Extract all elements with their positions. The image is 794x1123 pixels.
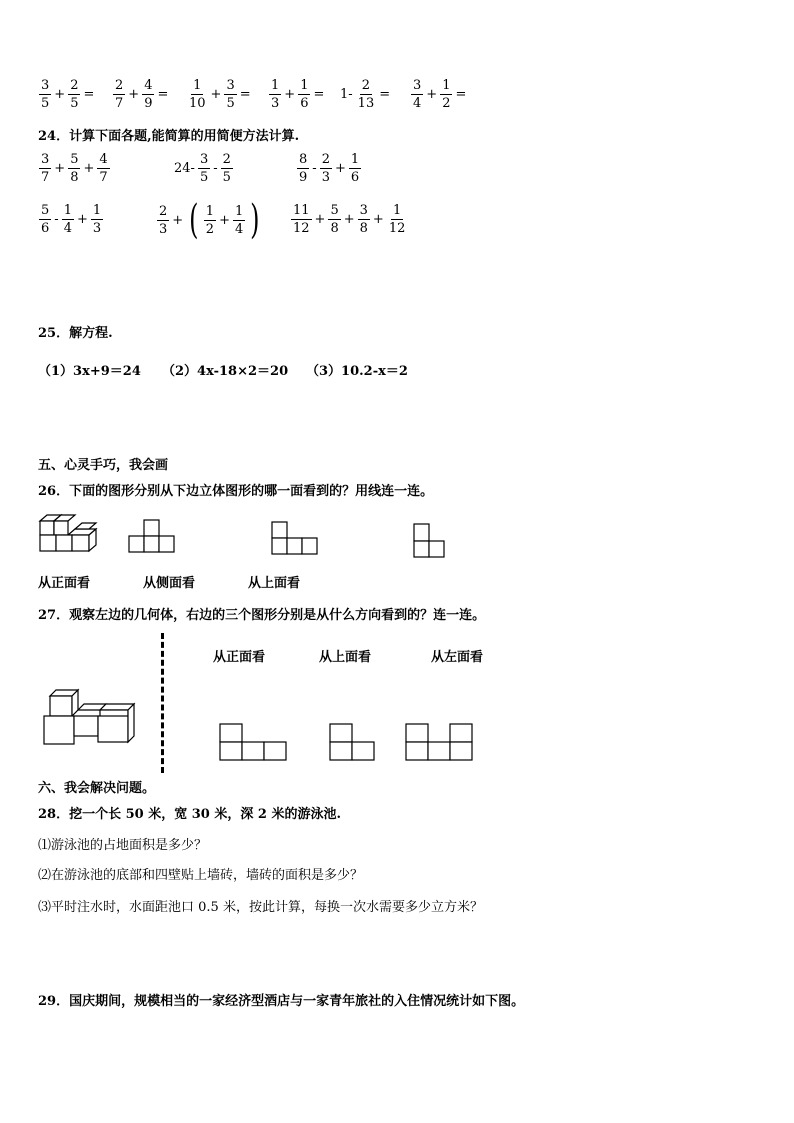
fraction: [224, 78, 236, 111]
numerator: 3: [226, 78, 235, 93]
q27-view-top: [329, 723, 377, 763]
q26-title: 26．下面的图形分别从下边立体图形的哪一面看到的？用线连一连。: [38, 484, 434, 499]
denominator: 8: [330, 221, 339, 236]
numerator: 2: [159, 203, 168, 219]
operator: 1-: [340, 87, 353, 102]
operator: -: [54, 212, 59, 227]
denominator: 2: [442, 96, 451, 111]
numerator: 1: [300, 78, 309, 93]
fraction: [39, 152, 51, 185]
q24-expression: [38, 152, 111, 185]
q25-title: 25．解方程.: [38, 326, 113, 341]
q28-part-3: ⑶平时注水时，水面距池口 0.5 米，按此计算，每换一次水需要多少立方米？: [38, 900, 483, 915]
numerator: 2: [361, 78, 371, 93]
operator: +: [426, 87, 438, 102]
operator: +: [128, 87, 140, 102]
denominator: 7: [41, 170, 50, 185]
numerator: 3: [41, 78, 50, 93]
fraction: [387, 203, 408, 236]
denominator: 7: [115, 96, 124, 111]
fraction: [39, 203, 51, 236]
section-6-heading: 六、我会解决问题。: [38, 781, 156, 796]
fraction: [291, 203, 312, 236]
q29-title: 29．国庆期间，规模相当的一家经济型酒店与一家青年旅社的入住情况统计如下图。: [38, 994, 525, 1009]
section-5-heading: 五、心灵手巧，我会画: [38, 458, 169, 473]
left-paren: (: [189, 197, 199, 243]
numerator: 3: [413, 78, 422, 93]
equals-sign: =: [83, 87, 95, 102]
denominator: 9: [144, 96, 153, 111]
q27-head-left: 从左面看: [431, 650, 484, 665]
denominator: 5: [70, 96, 79, 111]
q28-title: 28．挖一个长 50 米，宽 30 米，深 2 米的游泳池.: [38, 807, 341, 822]
q27-solid-figure: [42, 688, 142, 746]
fraction: [91, 203, 103, 236]
equals-sign: =: [239, 87, 251, 102]
q24-expression: [296, 152, 362, 185]
equals-sign: =: [157, 87, 169, 102]
numerator: 3: [359, 203, 368, 218]
fraction: [356, 78, 377, 111]
denominator: 5: [226, 96, 235, 111]
numerator: 1: [92, 203, 102, 218]
q24-expression: [156, 197, 264, 243]
fraction: [233, 204, 245, 237]
q27-view-left: [405, 723, 475, 763]
numerator: 1: [392, 203, 402, 218]
fraction: [204, 204, 216, 237]
operator: +: [76, 212, 88, 227]
numerator: 11: [293, 203, 310, 218]
denominator: 6: [41, 221, 50, 236]
q27-title: 27．观察左边的几何体，右边的三个图形分别是从什么方向看到的？连一连。: [38, 608, 486, 623]
fraction: [440, 78, 452, 111]
equals-sign: =: [379, 87, 391, 102]
q26-view-c: [414, 523, 448, 559]
numerator: 3: [41, 152, 50, 167]
equals-sign: =: [455, 87, 467, 102]
numerator: 1: [63, 203, 72, 218]
denominator: 3: [92, 221, 102, 236]
fraction: [221, 152, 233, 185]
denominator: 3: [271, 96, 280, 111]
fraction-expression: [112, 78, 170, 111]
numerator: 5: [330, 203, 339, 218]
operator: -: [312, 161, 317, 176]
denominator: 10: [189, 96, 206, 111]
operator: +: [343, 212, 355, 227]
denominator: 12: [293, 221, 310, 236]
fraction: [269, 78, 281, 111]
q26-label-front: 从正面看: [38, 576, 91, 591]
denominator: 9: [299, 170, 308, 185]
fraction-expression: [268, 78, 326, 111]
fraction: [297, 152, 309, 185]
q24-expression: [38, 203, 104, 236]
operator: +: [334, 161, 346, 176]
q27-head-front: 从正面看: [213, 650, 266, 665]
operator: +: [210, 87, 222, 102]
numerator: 1: [271, 78, 280, 93]
numerator: 2: [222, 152, 231, 167]
fraction: [157, 204, 169, 237]
fraction: [113, 78, 125, 111]
fraction: [411, 78, 423, 111]
denominator: 2: [205, 221, 215, 237]
fraction-expression: [410, 78, 468, 111]
right-paren: ): [250, 197, 260, 243]
fraction: [187, 78, 208, 111]
numerator: 2: [321, 152, 330, 167]
operator: +: [54, 87, 66, 102]
q25-equation-1: （1）3x+9＝24: [38, 364, 141, 379]
q26-solid-figure: [38, 512, 100, 554]
operator: +: [372, 212, 384, 227]
numerator: 1: [350, 152, 360, 167]
fraction: [358, 203, 370, 236]
denominator: 5: [41, 96, 50, 111]
q26-label-top: 从上面看: [248, 576, 301, 591]
denominator: 7: [99, 170, 108, 185]
denominator: 3: [159, 221, 168, 237]
numerator: 5: [41, 203, 50, 218]
denominator: 6: [350, 170, 360, 185]
denominator: 8: [70, 170, 79, 185]
denominator: 4: [63, 221, 72, 236]
numerator: 1: [442, 78, 451, 93]
fraction-expression: [186, 78, 253, 111]
q27-head-top: 从上面看: [319, 650, 372, 665]
denominator: 12: [388, 221, 406, 236]
q27-divider: [161, 633, 164, 773]
numerator: 1: [193, 78, 202, 93]
numerator: 3: [199, 152, 209, 167]
q24-title: 24．计算下面各题,能简算的用简便方法计算.: [38, 129, 300, 144]
fraction-expression: [38, 78, 96, 111]
q26-label-side: 从侧面看: [143, 576, 196, 591]
denominator: 6: [300, 96, 309, 111]
fraction: [97, 152, 109, 185]
fraction: [198, 152, 210, 185]
q24-expression: [172, 152, 234, 185]
fraction: [142, 78, 154, 111]
denominator: 4: [234, 221, 244, 237]
q26-view-b: [272, 521, 320, 555]
denominator: 5: [199, 170, 209, 185]
numerator: 5: [70, 152, 79, 167]
operator: +: [219, 212, 230, 228]
fraction-expression: [338, 78, 392, 111]
numerator: 8: [299, 152, 308, 167]
denominator: 3: [321, 170, 330, 185]
operator: +: [172, 212, 184, 228]
numerator: 2: [115, 78, 124, 93]
q27-view-front: [219, 723, 289, 763]
fraction: [39, 78, 51, 111]
fraction: [349, 152, 361, 185]
operator: +: [83, 161, 95, 176]
q24-expression: [290, 203, 408, 236]
q28-part-1: ⑴游泳池的占地面积是多少？: [38, 838, 208, 853]
denominator: 4: [413, 96, 422, 111]
operator: +: [54, 161, 66, 176]
numerator: 4: [144, 78, 153, 93]
equals-sign: =: [313, 87, 325, 102]
numerator: 1: [234, 203, 244, 219]
fraction: [320, 152, 332, 185]
numerator: 2: [70, 78, 79, 93]
q25-equation-2: （2）4x-18×2＝20: [162, 364, 289, 379]
numerator: 4: [99, 152, 108, 167]
fraction: [62, 203, 74, 236]
operator: 24-: [174, 161, 195, 176]
denominator: 13: [357, 96, 375, 111]
operator: +: [314, 212, 326, 227]
numerator: 1: [205, 203, 215, 219]
denominator: 5: [222, 170, 231, 185]
operator: -: [213, 161, 218, 176]
q28-part-2: ⑵在游泳池的底部和四壁贴上墙砖，墙砖的面积是多少？: [38, 868, 364, 883]
fraction: [328, 203, 340, 236]
operator: +: [284, 87, 296, 102]
q26-view-a: [129, 519, 177, 553]
q25-equation-3: （3）10.2-x＝2: [306, 364, 408, 379]
fraction: [68, 78, 80, 111]
fraction: [68, 152, 80, 185]
fraction: [298, 78, 310, 111]
denominator: 8: [359, 221, 368, 236]
